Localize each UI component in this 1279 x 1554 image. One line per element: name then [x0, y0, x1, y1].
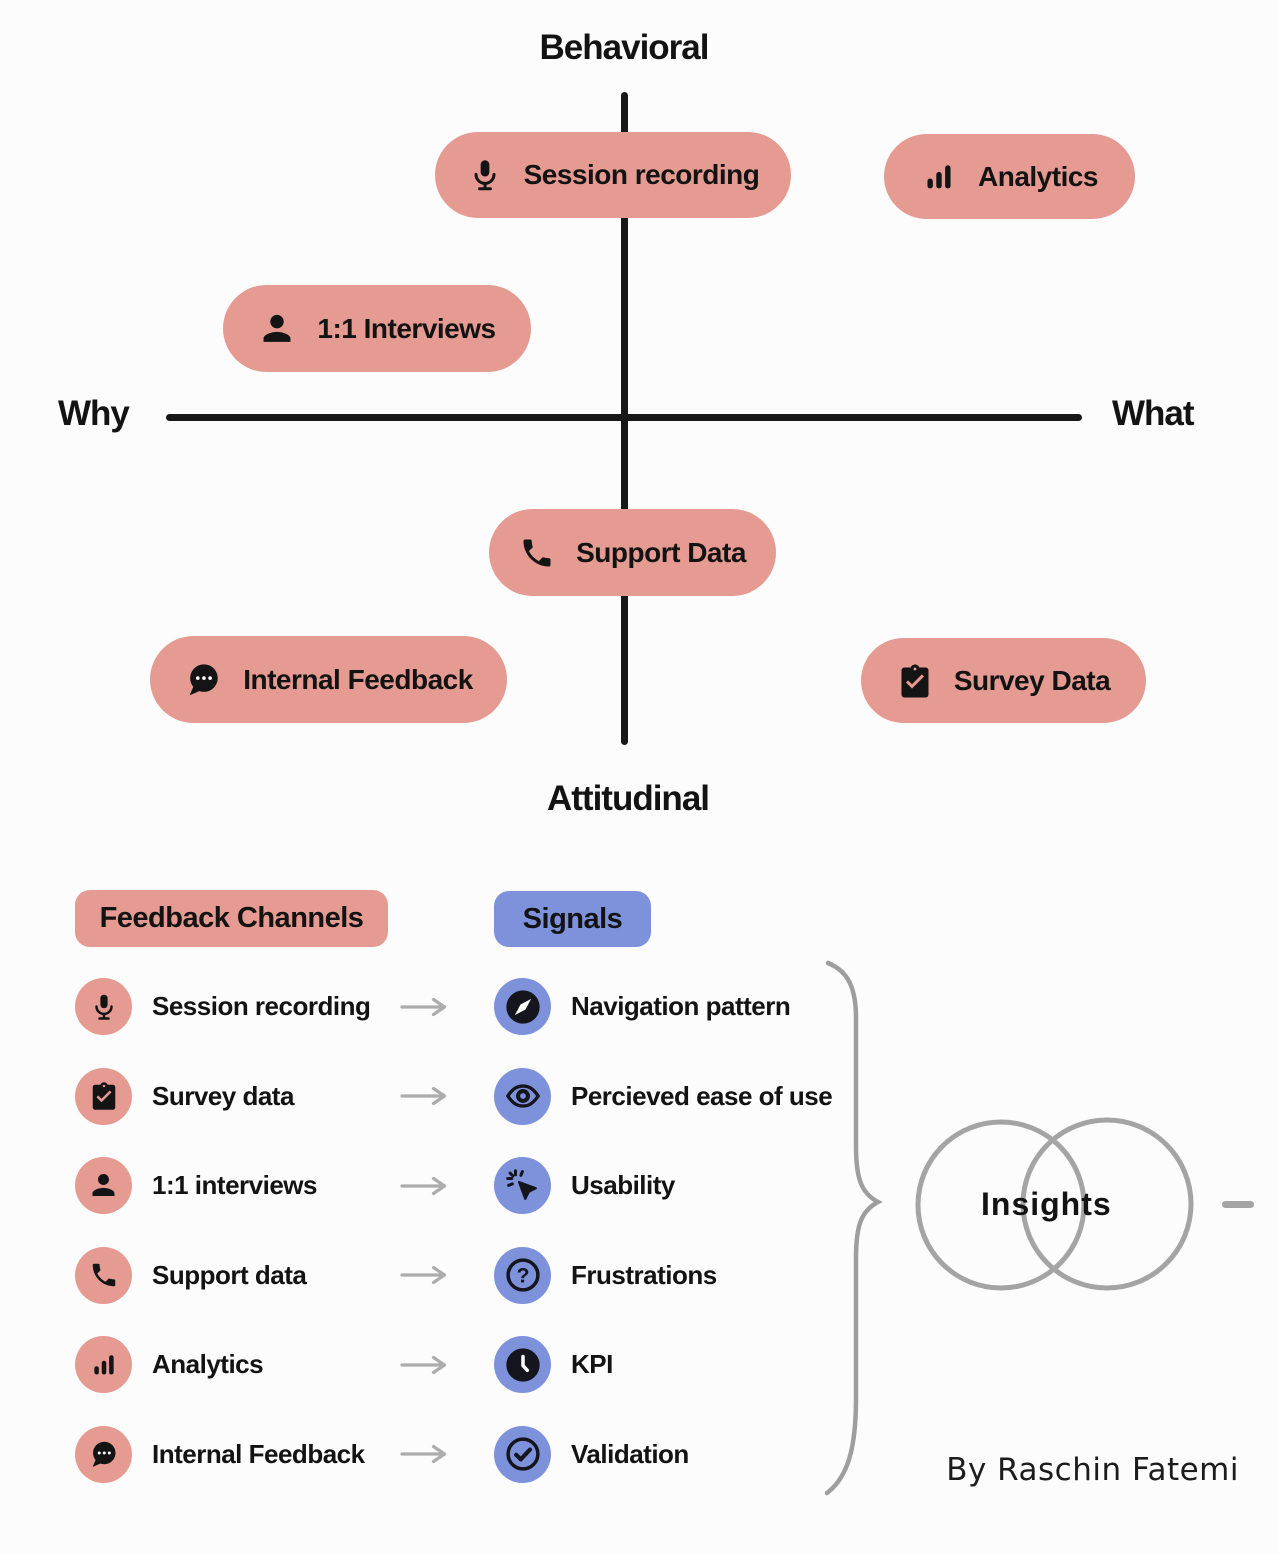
chat-bubble-icon: [184, 661, 222, 699]
microphone-icon: [75, 978, 132, 1035]
signal-label: Percieved ease of use: [571, 1080, 833, 1111]
arrow-right-icon: [400, 1175, 452, 1197]
signal-label: Navigation pattern: [571, 991, 791, 1021]
legend-row-internal-feedback: [75, 1426, 832, 1483]
cursor-click-icon: [494, 1157, 551, 1214]
legend-row-interviews: [75, 1157, 832, 1214]
signal-cell: [494, 1247, 717, 1304]
channel-cell: [75, 1068, 400, 1125]
channel-label: 1:1 interviews: [152, 1170, 317, 1200]
legend-mapping: [75, 978, 832, 1483]
channel-cell: [75, 1426, 400, 1483]
person-icon: [258, 310, 296, 348]
pill-analytics: [884, 134, 1135, 219]
side-dash: [1222, 1201, 1254, 1208]
legend-row-analytics: [75, 1336, 832, 1393]
bar-chart-icon: [921, 159, 957, 195]
bar-chart-icon: [75, 1336, 132, 1393]
channel-label: Internal Feedback: [152, 1438, 365, 1469]
pill-support-data: [489, 509, 776, 596]
legend-row-survey-data: [75, 1068, 832, 1125]
signal-cell: [494, 1336, 613, 1393]
pill-label: Support Data: [576, 536, 746, 568]
arrow-right-icon: [400, 1264, 452, 1286]
signal-label: Validation: [571, 1438, 689, 1469]
legend-row-support-data: [75, 1247, 832, 1304]
arrow-right-icon: [400, 1085, 452, 1107]
channel-cell: [75, 1247, 400, 1304]
compass-icon: [494, 978, 551, 1035]
channel-cell: [75, 1336, 400, 1393]
check-circle-icon: [494, 1426, 551, 1483]
credit-text: By Raschin Fatemi: [946, 1452, 1239, 1488]
pill-survey-data: [861, 638, 1146, 723]
channel-cell: [75, 1157, 400, 1214]
pill-internal-feedback: [150, 636, 507, 723]
pill-label: 1:1 Interviews: [317, 312, 496, 344]
channel-label: Session recording: [152, 991, 371, 1021]
eye-icon: [494, 1068, 551, 1125]
pill-label: Internal Feedback: [243, 663, 473, 695]
channel-label: Support data: [152, 1259, 307, 1290]
insights-label: Insights: [981, 1186, 1112, 1222]
pill-label: Session recording: [523, 159, 760, 190]
channel-label: Survey data: [152, 1080, 294, 1111]
pill-label: Analytics: [978, 160, 1098, 192]
signal-label: Frustrations: [571, 1259, 717, 1290]
axis-label-behavioral: Behavioral: [539, 28, 709, 67]
signal-label: Usability: [571, 1170, 675, 1200]
axis-label-attitudinal: Attitudinal: [546, 779, 710, 818]
person-icon: [75, 1157, 132, 1214]
legend-row-session-recording: [75, 978, 832, 1035]
chat-bubble-icon: [75, 1426, 132, 1483]
signal-cell: [494, 1426, 689, 1483]
clock-icon: [494, 1336, 551, 1393]
clipboard-check-icon: [75, 1068, 132, 1125]
axis-label-why: Why: [58, 394, 129, 433]
channel-label: Analytics: [152, 1349, 264, 1379]
signal-cell: [494, 1157, 675, 1214]
pill-label: Survey Data: [953, 664, 1111, 696]
signals-header: Signals: [494, 891, 651, 947]
arrow-right-icon: [400, 1354, 452, 1376]
arrow-right-icon: [400, 996, 452, 1018]
phone-icon: [519, 535, 555, 571]
feedback-channels-header: Feedback Channels: [75, 890, 388, 947]
signal-cell: [494, 1068, 832, 1125]
clipboard-check-icon: [897, 663, 933, 699]
pill-1-1-interviews: [223, 285, 531, 372]
axis-label-what: What: [1112, 394, 1194, 433]
signal-label: KPI: [571, 1349, 613, 1379]
pill-session-recording: [435, 132, 791, 218]
question-mark-icon: [494, 1247, 551, 1304]
signal-cell: [494, 978, 790, 1035]
microphone-icon: [467, 157, 503, 193]
horizontal-axis-line: [166, 414, 1082, 421]
phone-icon: [75, 1247, 132, 1304]
channel-cell: [75, 978, 400, 1035]
arrow-right-icon: [400, 1443, 452, 1465]
